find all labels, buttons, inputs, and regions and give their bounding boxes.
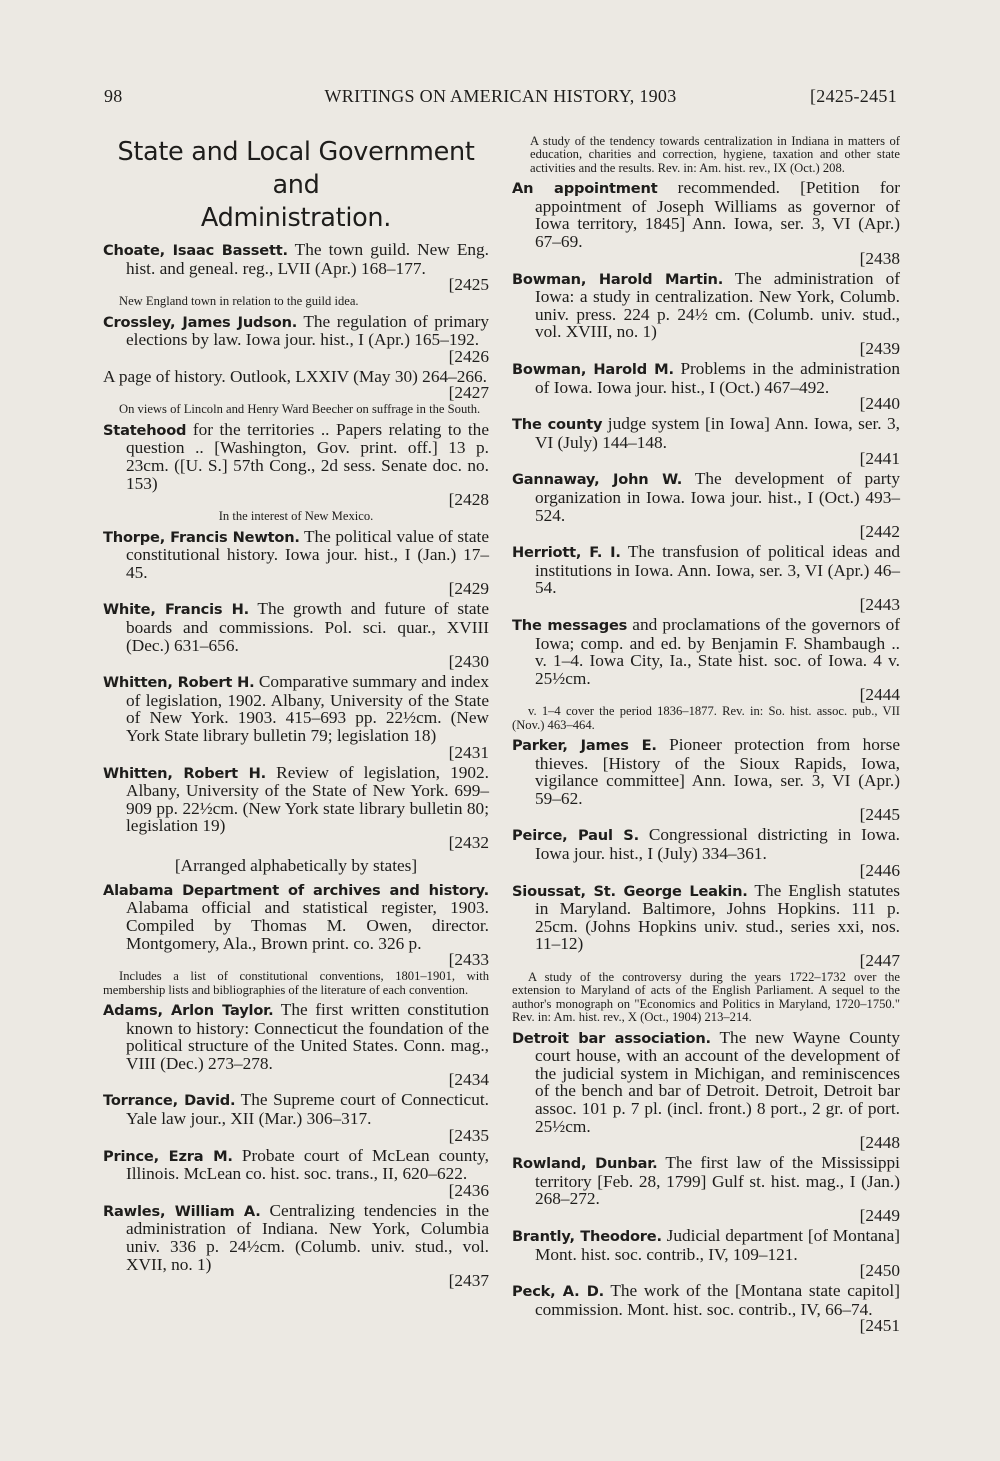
entry-number: [2435 (448, 1125, 489, 1145)
entry-text: Problems in the administration of Iowa. Iowa jour. hist., I (Oct.) 467–492. (535, 358, 901, 397)
entry-number: [2432 (448, 832, 489, 852)
entry-text: The development of party organization in Iowa. Iowa jour. hist., I (Oct.) 493–524. (535, 469, 900, 525)
entry-text: The English statutes in Maryland. Baltimore, Johns Hopkins. 111 p. 25cm. (Johns Hopkins univ. stud., series xxi, nos. 11–12) (535, 880, 900, 954)
entry-text: Pioneer protection from horse thieves. [History of the Sioux Rapids, Iowa, vigilance committee] Ann. Iowa, ser. 3, VI (Apr.) 59–62. (535, 735, 900, 808)
bibliography-entry (512, 179, 900, 266)
bibliography-entry (103, 881, 489, 968)
entry-author: Torrance, David. (103, 1092, 236, 1110)
entry-text: recommended. [Petition for appointment of Joseph Williams as governor of Iowa territory, 1845] Ann. Iowa, ser. 3, VI (Apr.) 67–69. (535, 178, 900, 251)
entry-number: [2442 (859, 522, 900, 542)
entry-author: Parker, James E. (512, 737, 657, 755)
bibliography-entry (512, 543, 900, 613)
bibliography-entry (512, 826, 900, 878)
entry-number: [2440 (859, 394, 900, 414)
entry-text: The transfusion of political ideas and institutions in Iowa. Ann. Iowa, ser. 3, VI (Apr.) 46–54. (535, 542, 900, 598)
entry-number: [2441 (859, 449, 900, 469)
entry-author: Adams, Arlon Taylor. (103, 1002, 274, 1020)
entry-range: [2425-2451 (810, 86, 897, 106)
entry-note: Includes a list of constitutional conventions, 1801–1901, with membership lists and bibliographies of the literature of each convention. (103, 969, 489, 997)
left-entries-states (103, 881, 489, 1289)
entry-text: Comparative summary and index of legislation, 1902. Albany, University of the State of New York. 1903. 415–693 pp. 22½cm. (New York State library bulletin 79; legislation 18) (126, 672, 489, 745)
bibliography-entry (103, 421, 489, 508)
entry-text: The political value of state constitutional history. Iowa jour. hist., I (Jan.) 17–45. (126, 526, 489, 582)
entry-text: Judicial department [of Montana] Mont. hist. soc. contrib., IV, 109–121. (535, 1226, 900, 1264)
entry-number: [2443 (859, 594, 900, 614)
entry-author: Sioussat, St. George Leakin. (512, 882, 748, 900)
entry-text: A page of history. Outlook, LXXIV (May 30) 264–266. (103, 366, 487, 386)
entry-author: Choate, Isaac Bassett. (103, 242, 288, 259)
entry-text: Probate court of McLean county, Illinois. McLean co. hist. soc. trans., II, 620–622. (126, 1145, 489, 1184)
bibliography-entry (103, 1091, 489, 1143)
entry-text: The first written constitution known to history: Connecticut the foundation of the political structure of the United States. Conn. mag., VIII (Dec.) 273–278. (126, 1000, 489, 1073)
entry-number: [2447 (859, 951, 900, 971)
entry-text: judge system [in Iowa] Ann. Iowa, ser. 3, VI (July) 144–148. (535, 414, 900, 452)
entry-text: Congressional districting in Iowa. Iowa jour. hist., I (July) 334–361. (535, 825, 900, 864)
entry-note: New England town in relation to the guild idea. (119, 294, 359, 309)
entry-note: In the interest of New Mexico. (218, 509, 374, 524)
bibliography-entry (512, 882, 900, 969)
entry-number: [2436 (448, 1180, 489, 1200)
entry-text: The administration of Iowa: a study in centralization. New York, Columb. univ. press. 224 p. 24½ cm. (Columb. univ. stud., vol. XVIII, no. 1) (535, 268, 900, 342)
entry-author: The county (512, 416, 603, 434)
entry-number: [2448 (859, 1133, 900, 1153)
entry-number: [2439 (859, 338, 900, 358)
entry-text: The work of the [Montana state capitol] commission. Mont. hist. soc. contrib., IV, 66–74. (535, 1281, 900, 1319)
entry-text: Review of legislation, 1902. Albany, University of the State of New York. 699–909 pp. 22½cm. (New York state library bulletin 80; legislation 19) (126, 762, 489, 836)
bibliography-entry (103, 764, 489, 851)
bibliography-entry (103, 528, 489, 598)
bibliography-entry (512, 1282, 900, 1334)
entry-author: Brantly, Theodore. (512, 1228, 662, 1245)
bibliography-entry (512, 616, 900, 703)
entry-author: Thorpe, Francis Newton. (103, 528, 300, 546)
entry-author: Detroit bar association. (512, 1029, 711, 1047)
entry-number: [2428 (448, 490, 489, 510)
arranged-note: [Arranged alphabetically by states] (174, 855, 418, 875)
entry-number: [2438 (859, 248, 900, 268)
entry-number: [2433 (448, 950, 489, 970)
entry-text: The Supreme court of Connecticut. Yale law jour., XII (Mar.) 306–317. (126, 1090, 489, 1129)
entry-number: [2446 (859, 860, 900, 880)
page-number: 98 (104, 86, 123, 106)
entry-text: Alabama official and statistical register, 1903. Compiled by Thomas M. Owen, director. Montgomery, Ala., Brown print. co. 326 p. (126, 898, 489, 953)
entry-author: Herriott, F. I. (512, 544, 621, 562)
entry-number: [2430 (448, 652, 489, 672)
entry-number: [2449 (859, 1206, 900, 1225)
bibliography-entry (103, 241, 489, 293)
entry-number: [2434 (448, 1070, 489, 1090)
entry-author: Statehood (103, 421, 187, 439)
entry-author: Prince, Ezra M. (103, 1147, 233, 1165)
entry-text: The growth and future of state boards and commissions. Pol. sci. quar., XVIII (Dec.) 631–656. (126, 599, 489, 655)
entry-author: Peck, A. D. (512, 1283, 604, 1301)
bibliography-entry (103, 600, 489, 670)
entry-number: [2431 (448, 742, 489, 762)
left-column (103, 136, 489, 1292)
running-title: WRITINGS ON AMERICAN HISTORY, 1903 (324, 86, 677, 106)
entry-number: [2444 (859, 685, 900, 705)
section-title (103, 136, 489, 235)
entry-note: A study of the controversy during the years 1722–1732 over the extension to Maryland of acts of the English Parliament. A sequel to the author's monograph on "Economics and Politics in Maryland, 1720–1750." Rev. in: Am. hist. rev., X (Oct., 1904) 213–214. (512, 970, 900, 1025)
continued-note: A study of the tendency towards centralization in Indiana in matters of education, charities and correction, hygiene, taxation and other state activities and the results. Rev. in: Am. hist. rev., IX (Oct.) 208. (530, 134, 900, 175)
bibliography-entry (512, 1029, 900, 1152)
entry-number: [2450 (859, 1261, 900, 1281)
entry-author: Gannaway, John W. (512, 471, 683, 489)
entry-author: Whitten, Robert H. (103, 764, 267, 782)
entry-text: The town guild. New Eng. hist. and geneal. reg., LVII (Apr.) 168–177. (126, 240, 489, 278)
bibliography-entry (103, 368, 489, 402)
entry-text: Centralizing tendencies in the administration of Indiana. New York, Columbia univ. 336 p. 24½cm. (Columb. univ. stud., vol. XVII, no. 1) (126, 1200, 489, 1274)
entry-text: and proclamations of the governors of Iowa; comp. and ed. by Benjamin F. Shambaugh .. v. 1–4. Iowa City, Ia., State hist. soc. of Iowa. 4 v. 25½cm. (535, 614, 900, 688)
right-entries (512, 179, 900, 1334)
entry-note: v. 1–4 cover the period 1836–1877. Rev. in: So. hist. assoc. pub., VII (Nov.) 463–464. (512, 704, 900, 732)
bibliography-entry (103, 673, 489, 760)
left-entries (103, 241, 489, 851)
entry-author: Bowman, Harold Martin. (512, 270, 724, 288)
entry-author: An appointment (512, 180, 658, 198)
entry-author: Alabama Department of archives and history. (103, 881, 489, 899)
running-header (104, 86, 897, 116)
entry-text: The regulation of primary elections by law. Iowa jour. hist., I (Apr.) 165–192. (126, 311, 490, 350)
entry-number: [2437 (448, 1271, 489, 1291)
bibliography-entry (512, 1154, 900, 1224)
bibliography-entry (512, 736, 900, 823)
entry-text: The new Wayne County court house, with an account of the development of the judicial system in Michigan, and reminiscences of the bench and bar of Detroit. Detroit, Detroit bar assoc. 101 p. 7 pl. (incl. front.) 8 port., 2 gr. of port. 25½cm. (535, 1027, 900, 1136)
entry-note: On views of Lincoln and Henry Ward Beecher on suffrage in the South. (119, 402, 481, 417)
entry-author: Whitten, Robert H. (103, 674, 255, 692)
entry-author: Bowman, Harold M. (512, 360, 674, 378)
entry-number: [2427 (448, 383, 489, 403)
entry-author: White, Francis H. (103, 601, 249, 619)
entry-number: [2451 (859, 1316, 900, 1336)
entry-author: Crossley, James Judson. (103, 313, 298, 331)
bibliography-entry (103, 1001, 489, 1088)
bibliography-entry (512, 1227, 900, 1279)
right-column (512, 136, 900, 1337)
bibliography-entry (512, 415, 900, 467)
entry-number: [2426 (448, 346, 489, 366)
bibliography-entry (512, 270, 900, 357)
bibliography-entry (103, 1147, 489, 1199)
bibliography-entry (103, 1202, 489, 1289)
entry-author: Rowland, Dunbar. (512, 1155, 658, 1173)
bibliography-entry (512, 360, 900, 412)
entry-number: [2425 (448, 275, 489, 295)
entry-text: The first law of the Mississippi territory [Feb. 28, 1799] Gulf st. hist. mag., I (Jan.) 268–272. (535, 1153, 900, 1209)
entry-author: Rawles, William A. (103, 1202, 261, 1220)
bibliography-entry (512, 470, 900, 540)
entry-number: [2429 (448, 579, 489, 599)
entry-text: for the territories .. Papers relating to the question .. [Washington, Gov. print. off.] 13 p. 23cm. ([U. S.] 57th Cong., 2d sess. Senate doc. no. 153) (126, 419, 489, 493)
section-title-line-1: State and Local Government and (117, 137, 475, 200)
entry-author: Peirce, Paul S. (512, 827, 639, 845)
entry-author: The messages (512, 616, 628, 634)
entry-number: [2445 (859, 805, 900, 825)
bibliography-entry (103, 313, 489, 365)
section-title-line-2: Administration. (200, 203, 392, 233)
